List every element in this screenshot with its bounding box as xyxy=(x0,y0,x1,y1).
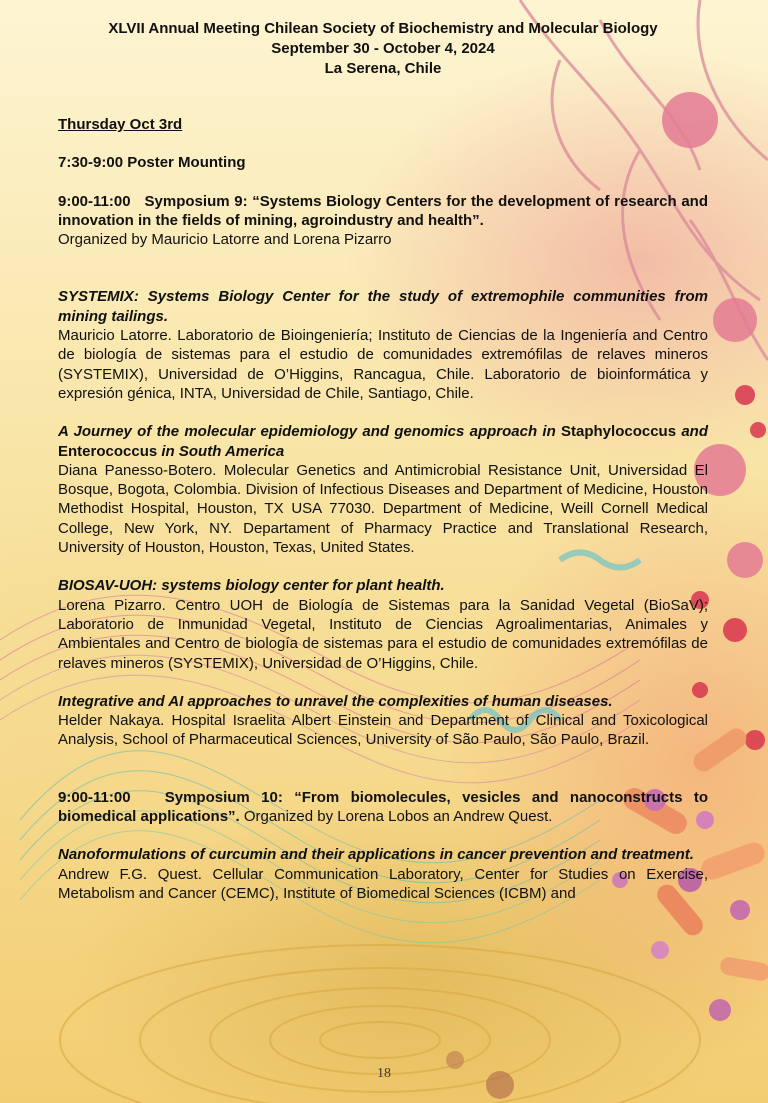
talk-title-genus-1: Staphylococcus xyxy=(561,423,677,441)
talk-title xyxy=(58,422,708,461)
talk-affiliation: Diana Panesso-Botero. Molecular Genetics and Antimicrobial Resistance Unit, Universidad El Bosque, Bogota, Colombia. Division of Infectious Diseases and Department of Medicine, Houston Methodist Hospital, Houston, TX USA 77030. Department of Medicine, Weill Cornell Medical College, New York, NY. Departament of Pharmacy Practice and Translational Research, University of Houston, Houston, Texas, United States. xyxy=(58,461,708,557)
symposium-10-title: 9:00-11:00 Symposium 10: “From biomolecules, vesicles and nanoconstructs to biomedical applications”. xyxy=(58,788,708,826)
talk-title: Nanoformulations of curcumin and their applications in cancer prevention and treatment. xyxy=(58,846,694,864)
talk-title: SYSTEMIX: Systems Biology Center for the study of extremophile communities from mining tailings. xyxy=(58,288,708,325)
talk-title-part: in South America xyxy=(161,442,285,460)
symposium-9-heading: 9:00-11:00 Symposium 9: “Systems Biology Centers for the development of research and innovation in the fields of mining, agroindustry and health”. xyxy=(58,192,708,229)
document-header xyxy=(58,19,708,79)
talk-title-genus-2: Enterococcus xyxy=(58,442,158,460)
talk-title: BIOSAV-UOH: systems biology center for plant health. xyxy=(58,577,445,595)
symposium-9 xyxy=(58,192,708,250)
day-title: Thursday Oct 3rd xyxy=(58,116,183,133)
conference-dates: September 30 - October 4, 2024 xyxy=(271,40,495,57)
talk-affiliation: Mauricio Latorre. Laboratorio de Bioingeniería; Instituto de Ciencias de la Ingeniería and Centro de biología de sistemas para el estudio de comunidades extremófilas de relaves mineros (SYSTEMIX), Universidad de O’Higgins, Rancagua, Chile. Laboratorio de bioinformática y expresión génica, INTA, Universidad de Chile, Santiago, Chile. xyxy=(58,327,708,402)
symposium-9-organizers: Organized by Mauricio Latorre and Lorena Pizarro xyxy=(58,231,392,249)
program-content xyxy=(58,115,708,903)
talk-affiliation: Andrew F.G. Quest. Cellular Communication Laboratory, Center for Studies on Exercise, Metabolism and Cancer (CEMC), Institute of Biomedical Sciences (ICBM) and xyxy=(58,865,708,902)
talk-biosav xyxy=(58,576,708,672)
talk-curcumin xyxy=(58,845,708,903)
conference-title: XLVII Annual Meeting Chilean Society of Biochemistry and Molecular Biology xyxy=(108,20,658,37)
symposium-10-heading xyxy=(58,788,708,827)
poster-mounting: 7:30-9:00 Poster Mounting xyxy=(58,154,246,172)
talk-affiliation: Lorena Pizarro. Centro UOH de Biología de Sistemas para la Sanidad Vegetal (BioSaV); Laboratorio de Inmunidad Vegetal, Instituto de Ciencias Agroalimentarias, Animales y Ambientales and Centro de biología de sistemas para el estudio de comunidades extremófilas de relaves mineros (SYSTEMIX), Universidad de O’Higgins, Chile. xyxy=(58,596,708,672)
talk-affiliation: Helder Nakaya. Hospital Israelita Albert Einstein and Department of Clinical and Toxicological Analysis, School of Pharmaceutical Sciences, University of São Paulo, São Paulo, Brazil. xyxy=(58,712,708,749)
talk-title-part: A Journey of the molecular epidemiology and genomics approach in xyxy=(58,423,556,441)
talk-integrative-ai xyxy=(58,692,708,750)
conference-location: La Serena, Chile xyxy=(324,60,442,77)
page-content xyxy=(58,0,708,903)
page-number: 18 xyxy=(377,1066,391,1081)
talk-molecular-epidemiology xyxy=(58,422,708,557)
talk-systemix xyxy=(58,287,708,403)
talk-title-part: and xyxy=(681,423,708,441)
symposium-10 xyxy=(58,788,708,827)
symposium-10-organizers: Organized by Lorena Lobos an Andrew Quest. xyxy=(243,808,553,826)
talk-title: Integrative and AI approaches to unravel the complexities of human diseases. xyxy=(58,692,613,710)
